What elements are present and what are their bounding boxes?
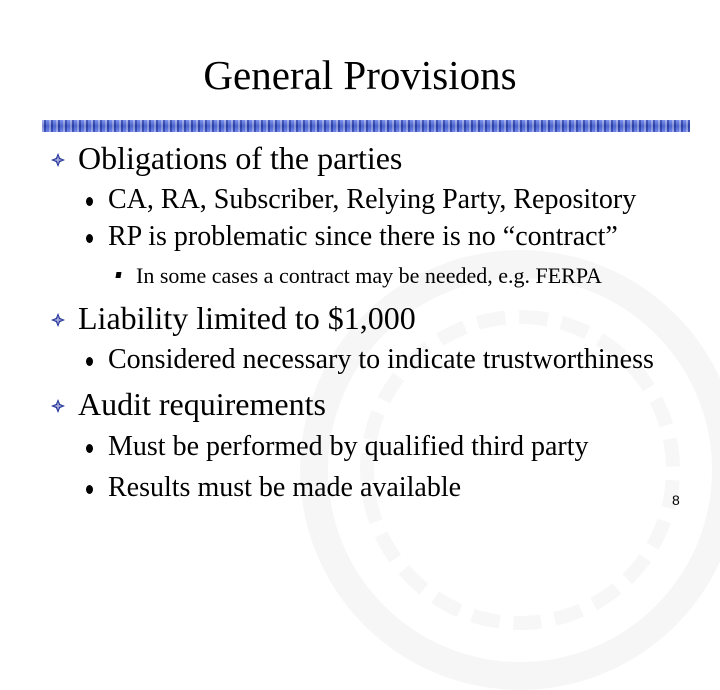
title-rule bbox=[42, 120, 690, 132]
dot-bullet-icon bbox=[86, 234, 93, 243]
small-bullet-icon bbox=[115, 272, 121, 278]
bullet-obligations: Obligations of the parties bbox=[78, 140, 403, 176]
dot-bullet-icon bbox=[86, 485, 93, 494]
bullet-liability: Liability limited to $1,000 bbox=[78, 300, 416, 336]
dot-bullet-icon bbox=[86, 197, 93, 206]
sub-sub-bullet-ferpa: In some cases a contract may be needed, e.g. FERPA bbox=[136, 263, 602, 288]
slide-title: General Provisions bbox=[203, 52, 517, 98]
sub-bullet-trustworthiness: Considered necessary to indicate trustworthiness bbox=[108, 344, 654, 375]
dot-bullet-icon bbox=[86, 444, 93, 453]
page-number: 8 bbox=[672, 492, 680, 508]
sub-bullet-parties: CA, RA, Subscriber, Relying Party, Repository bbox=[108, 184, 637, 215]
diamond-bullet-icon bbox=[50, 312, 66, 328]
dot-bullet-icon bbox=[86, 357, 93, 366]
diamond-bullet-icon bbox=[50, 398, 66, 414]
sub-bullet-rp-problem: RP is problematic since there is no “contract” bbox=[108, 221, 618, 252]
bullet-audit: Audit requirements bbox=[78, 386, 326, 422]
sub-bullet-results: Results must be made available bbox=[108, 472, 462, 503]
sub-bullet-third-party: Must be performed by qualified third party bbox=[108, 431, 589, 462]
diamond-bullet-icon bbox=[50, 152, 66, 168]
